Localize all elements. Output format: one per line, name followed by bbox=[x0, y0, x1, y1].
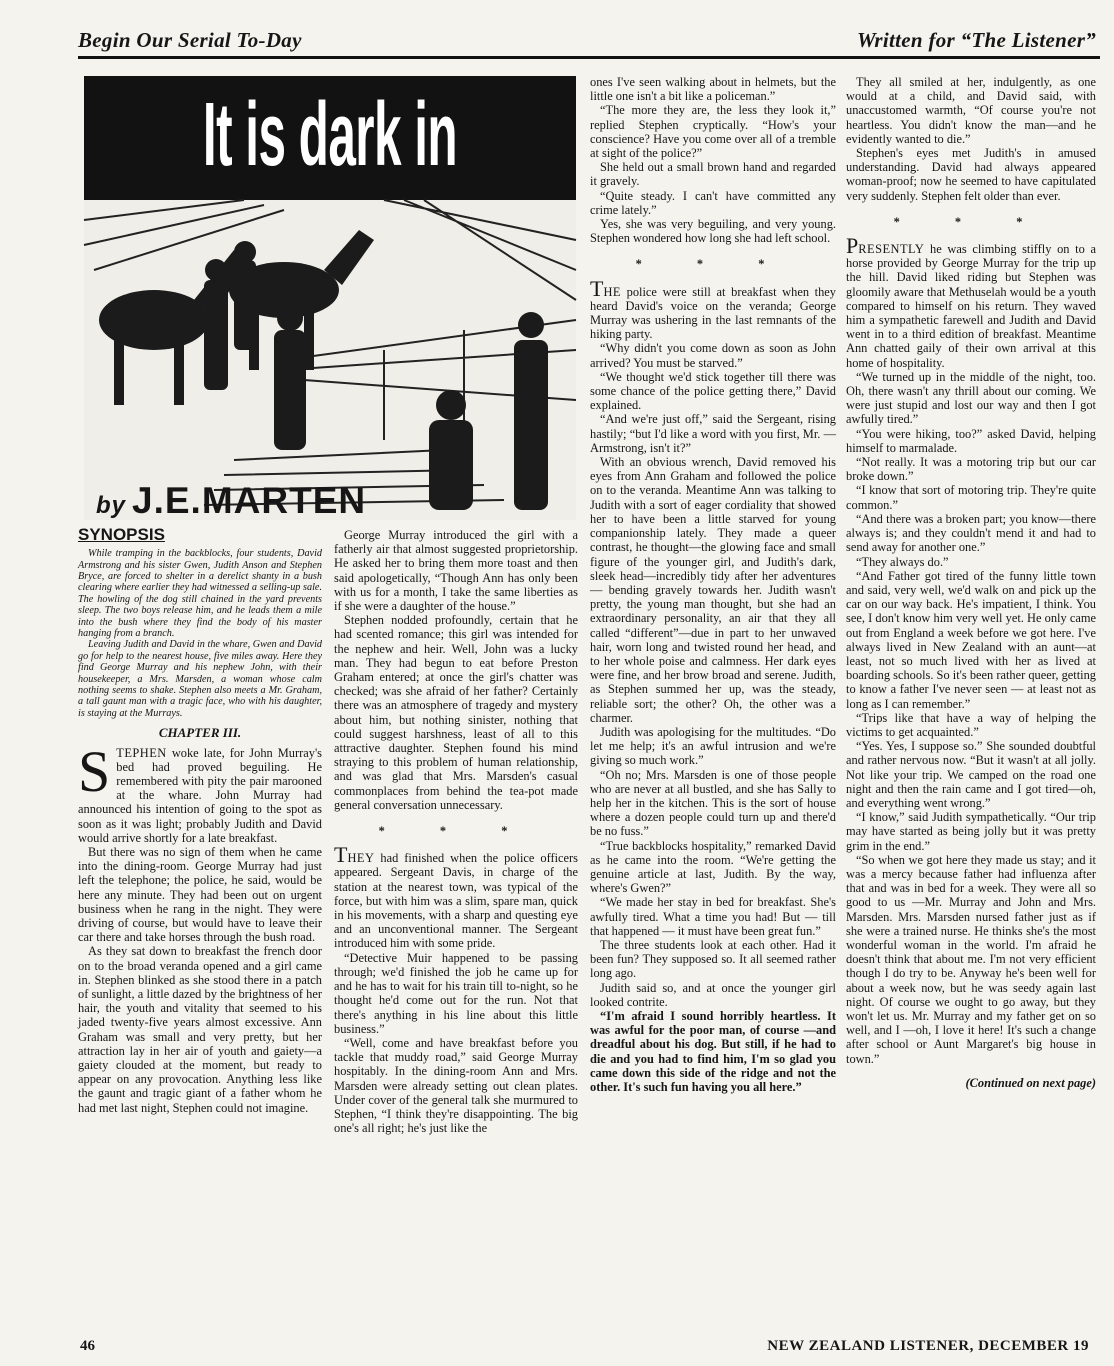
paragraph-text: he was climbing stiffly on to a horse provided by George Murray for the trip up the hill. David liked riding but Stephen was gloomily aware that Methuselah would be a youth compared to himself on his return. They waved him a sympathetic farewell and Judith and David went in to a third edition of breakfast. Meantime Ann chatted gaily of their own arrival at this home of hospitality. bbox=[846, 242, 1096, 370]
synopsis-heading: SYNOPSIS bbox=[78, 525, 165, 544]
paragraph: “And there was a broken part; you know—there always is; and they couldn't mend it and had to send away for another one.” bbox=[846, 511, 1096, 555]
paragraph: “Yes. Yes, I suppose so.” She sounded doubtful and rather nervous now. “But it wasn't at all jolly. Not like your trip. We camped on the road one night and then the rain came and I got tired—oh, and everything went wrong.” bbox=[846, 739, 1096, 810]
lead-word: TEPHEN bbox=[116, 745, 167, 760]
paragraph: Stephen's eyes met Judith's in amused understanding. David had always appeared woman-proof; now he seemed to have capitulated very suddenly. Stephen felt older than ever. bbox=[846, 146, 1096, 203]
written-for-header: Written for “The Listener” bbox=[857, 28, 1096, 52]
paragraph: The three students look at each other. Had it been fun? They supposed so. It all seemed rather long ago. bbox=[590, 937, 836, 981]
paragraph: “We made her stay in bed for breakfast. She's awfully tired. What a time you had! But — till that happened — it must have been great fun.” bbox=[590, 895, 836, 938]
paragraph: “I'm afraid I sound horribly heartless. It was awful for the poor man, of course —and dreadful about his dog. But still, if he had to die and you had to find him, I'm so glad you came down this side of the ridge and not the other. It's such fun having you all here.” bbox=[590, 1009, 836, 1095]
paragraph: “And Father got tired of the funny little town and said, very well, we'd walk on and pick up the car on our way back. He's impatient, I think. You see, I don't know him very well yet. He only came out from England a week before we got here. I've always lived in New Zealand with an aunt—at least, not so much lived with her as lived at boarding schools. So it's been rather queer, getting to know a father I've never seen — at least not as long as I can remember.” bbox=[846, 568, 1096, 711]
paragraph: George Murray introduced the girl with a fatherly air that almost suggested proprietorship. He asked her to bring them more toast and then said apologetically, “Though Ann has only been with us for a month, I take the same liberties as if she were a daughter of the house.” bbox=[334, 528, 578, 614]
paragraph: “We thought we'd stick together till there was some chance of the police getting there,” David explained. bbox=[590, 369, 836, 413]
lead-word: HEY bbox=[347, 851, 375, 866]
initial-cap: P bbox=[846, 233, 859, 259]
paragraph bbox=[334, 842, 578, 951]
magazine-footer: NEW ZEALAND LISTENER, DECEMBER 19 bbox=[767, 1338, 1089, 1354]
page-number: 46 bbox=[80, 1338, 95, 1354]
section-break: * * * bbox=[893, 214, 1049, 229]
initial-cap: T bbox=[590, 275, 604, 301]
synopsis-paragraph: While tramping in the backblocks, four students, David Armstrong and his sister Gwen, Judith Anson and Stephen Bryce, are forced to shelter in a derelict shanty in a bush clearing where earlier they had witnessed a selling-up sale. The howling of the dog still chained in the yard prevents sleep. The two boys release him, and he leads them a mile into the bush where they find the body of his master hanging from a branch. bbox=[78, 548, 322, 640]
paragraph bbox=[590, 275, 836, 342]
lead-word: RESENTLY bbox=[858, 242, 925, 257]
paragraph: “Why didn't you come down as soon as John arrived? You must be starved.” bbox=[590, 341, 836, 370]
column-4 bbox=[846, 75, 1096, 1090]
story-title: It is dark in bbox=[202, 85, 458, 185]
lead-word: HE bbox=[603, 284, 621, 299]
synopsis-paragraph: Leaving Judith and David in the whare, Gwen and David go for help to the nearest house, five miles away. Here they find George Murray and his nephew John, with their housekeeper, a Mrs. Marsden, a woman whose calm nothing seems to shake. Stephen also meets a Mr. Graham, a tall gaunt man with a tragic face, who with his daughter, is staying at the Murrays. bbox=[78, 639, 322, 719]
paragraph: “So when we got here they made us stay; and it was a mercy because father had influenza after that and was in bed for a week. They were all so good to us —Mr. Murray and John and Mrs. Marsden. Mrs. Marsden nursed father just as if she were a trained nurse. He thinks she's the most wonderful woman in the world. I'm afraid he doesn't think that about me. I'm not very efficient though I do try to be. Anyway he's been well for about a week now, but he was seedy again last night. Of course we ought to go away, but they won't let us. Mr. Murray and my father get on so well, and I —oh, I love it here! It's such a change after school or Aunt Margaret's big house in town.” bbox=[846, 852, 1096, 1066]
paragraph: “Quite steady. I can't have committed any crime lately.” bbox=[590, 188, 836, 217]
paragraph: Judith said so, and at once the younger girl looked contrite. bbox=[590, 980, 836, 1009]
section-break: * * * bbox=[635, 257, 791, 272]
paragraph-text: woke late, for John Murray's bed had proved beguiling. He remembered with pity the pair marooned at the whare. John Murray had announced his intention of going to the spot as soon as it was light; probably Judith and David would arrive shortly for a late breakfast. bbox=[78, 745, 322, 845]
paragraph: “Oh no; Mrs. Marsden is one of those people who are never at all bustled, and she has Sally to help her in the kitchen. This is the sort of house where a dozen people could turn up and there'd be no fuss.” bbox=[590, 767, 836, 839]
opening-paragraph bbox=[78, 738, 322, 845]
paragraph bbox=[846, 233, 1096, 370]
paragraph: “Trips like that have a way of helping the victims to get acquainted.” bbox=[846, 710, 1096, 739]
column-1 bbox=[78, 525, 322, 1115]
paragraph: “Not really. It was a motoring trip but our car broke down.” bbox=[846, 455, 1096, 484]
paragraph-text: had finished when the police officers appeared. Sergeant Davis, in charge of the station at the nearest town, was typical of the force, but with him was a slim, spare man, quick in his movements, with a sharp and questing eye and an unconventional manner. The Sergeant introduced him with some pride. bbox=[334, 851, 578, 951]
by-label: by bbox=[96, 492, 127, 519]
paragraph: “I know that sort of motoring trip. They're quite common.” bbox=[846, 483, 1096, 512]
continued-note: (Continued on next page) bbox=[965, 1075, 1096, 1090]
paragraph: Stephen nodded profoundly, certain that he had scented romance; this girl was intended for the nephew and heir. Well, John was a lucky man. They had begun to eat before Preston Graham entered; at once the girl's chatter was checked; was she afraid of her father? Certainly there was an atmosphere of tragedy and mystery about him, but nothing sinister, nothing that could suggest harshness, least of all to this attractive daughter. Stephen found his mind straying to this problem of human relationship, and was glad that Mrs. Marsden's casual commonplaces from behind the tea-pot made general conversation unnecessary. bbox=[334, 613, 578, 812]
header-rule bbox=[78, 56, 1100, 59]
paragraph-text: police were still at breakfast when they heard David's voice on the veranda; George Murray was ushering in the last remnants of the hiking party. bbox=[590, 284, 836, 342]
paragraph: “True backblocks hospitality,” remarked David as he came into the room. “We're getting the genuine article at last, Judith. By the way, where's Gwen?” bbox=[590, 838, 836, 896]
paragraph: Judith was apologising for the multitudes. “Do let me help; it's an awful intrusion and we're giving so much work.” bbox=[590, 724, 836, 768]
synopsis bbox=[78, 548, 322, 719]
author-byline bbox=[96, 480, 366, 522]
paragraph: “We turned up in the middle of the night, too. Oh, there wasn't any thrill about our coming. We were just stupid and lost our way and then I got awfully tired.” bbox=[846, 369, 1096, 427]
drop-cap: S bbox=[78, 738, 111, 804]
paragraph: “You were hiking, too?” asked David, helping himself to marmalade. bbox=[846, 426, 1096, 455]
initial-cap: T bbox=[334, 842, 348, 868]
bush-illustration bbox=[84, 200, 576, 520]
column-3 bbox=[590, 75, 836, 1094]
paragraph: They all smiled at her, indulgently, as one would at a child, and David said, with unaccustomed warmth, “Of course you're not heartless. You didn't know the man—and he evidently wanted to die.” bbox=[846, 75, 1096, 146]
paragraph: As they sat down to breakfast the french door on to the broad veranda opened and a girl came in. Stephen blinked as she stood there in a patch of sunlight, a little dazed by the brightness of her hair, the youth and vitality that seemed to his jaded twenty-five years almost excessive. Ann Graham was small and very pretty, but her attraction lay in her air of youth and gaiety—a gaiety clouded at the moment, but ready to appear on any provocation. Anything less like the gaunt and tragic giant of a father whom he had met last night, Stephen could not imagine. bbox=[78, 944, 322, 1115]
paragraph: She held out a small brown hand and regarded it gravely. bbox=[590, 160, 836, 189]
author-name: J.E.MARTEN bbox=[132, 480, 367, 521]
paragraph: “Detective Muir happened to be passing through; we'd finished the job he came up for and he has to wait for his train till to-night, so he thought he'd come out for the run. Not that there's anything in his line about this little business.” bbox=[334, 950, 578, 1036]
title-banner bbox=[84, 76, 576, 200]
column-2 bbox=[334, 528, 578, 1135]
paragraph: With an obvious wrench, David removed his eyes from Ann Graham and followed the police on to the veranda. Meantime Ann was talking to Judith with a sort of eager cordiality that showed her to have been a little starved for young companionship lately. They made a queer contrast, he thought—the glowing face and small figure of the younger girl, and Judith's dark, sleek head—incredibly tidy after her adventures — bending gravely towards her. Judith wasn't pretty, the young man thought, but she had an extraordinary personality, an air that they all called “different”—due in part to her unwaved hair, worn long and twisted round her head, and to her whole poise and calmness. Her dark eyes were fine, and her brow broad and serene. Judith, as Stephen summed her up, was the steady, reliable sort; the other? Oh, the other was a charmer. bbox=[590, 455, 836, 725]
serial-header: Begin Our Serial To-Day bbox=[78, 28, 302, 52]
paragraph: “They always do.” bbox=[856, 554, 949, 569]
paragraph: “And we're just off,” said the Sergeant, rising hastily; “but I'd like a word with you first, Mr. — Armstrong, isn't it?” bbox=[590, 412, 836, 455]
paragraph: “Well, come and have breakfast before you tackle that muddy road,” said George Murray hospitably. In the dining-room Ann and Mrs. Marsden were already setting out clean plates. Under cover of the general talk she murmured to Stephen, “I think they're disappointing. The big one's all right; he's just like the bbox=[334, 1035, 578, 1136]
chapter-heading: CHAPTER III. bbox=[158, 725, 242, 741]
section-break: * * * bbox=[378, 824, 534, 839]
paragraph: “I know,” said Judith sympathetically. “Our trip may have started as being jolly but it was pretty grim in the end.” bbox=[846, 810, 1096, 853]
paragraph: “The more they are, the less they look it,” replied Stephen cryptically. “How's your conscience? Have you come over all of a tremble at sight of the police?” bbox=[590, 103, 836, 161]
paragraph: But there was no sign of them when he came into the dining-room. George Murray had just left the telephone; the police, he said, would be here any minute. They had been out on urgent business when he rang in the night. They were driving of course, but would have to leave their car there and take horses through the bush road. bbox=[78, 844, 322, 945]
paragraph: Yes, she was very beguiling, and very young. Stephen wondered how long she had left school. bbox=[590, 217, 836, 246]
paragraph: ones I've seen walking about in helmets, but the little one isn't a bit like a policeman.” bbox=[590, 75, 836, 104]
